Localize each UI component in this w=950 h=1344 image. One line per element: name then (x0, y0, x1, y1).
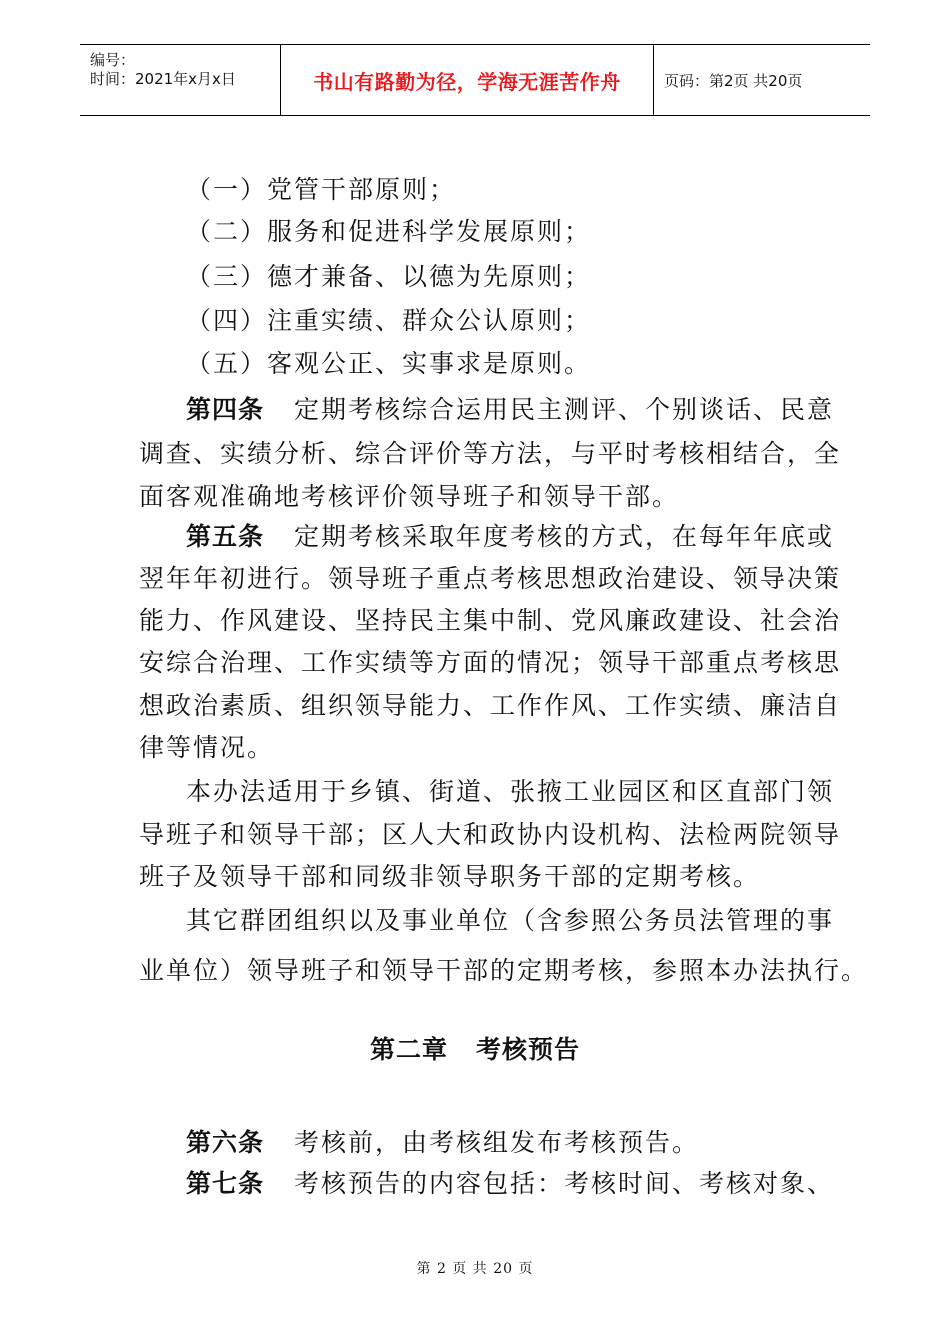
chapter-heading (0, 1030, 950, 1066)
article-4-line: 面客观准确地考核评价领导班子和领导干部。 (139, 482, 680, 511)
principle-item: （四）注重实绩、群众公认原则； (186, 306, 592, 335)
chapter-number: 第二章 (369, 1035, 448, 1064)
article-5-line: 能力、作风建设、坚持民主集中制、党风廉政建设、社会治 (139, 606, 842, 635)
article-6-line (186, 1123, 699, 1159)
principle-item: （一）党管干部原则； (186, 175, 457, 204)
article-4-line: 调查、实绩分析、综合评价等方法，与平时考核相结合，全 (139, 439, 842, 468)
chapter-title: 考核预告 (476, 1035, 581, 1064)
document-number-label: 编号： (90, 51, 136, 69)
article-4-text: 定期考核综合运用民主测评、个别谈话、民意 (294, 395, 835, 424)
header-page-info-cell (654, 45, 870, 115)
article-5-label: 第五条 (186, 522, 265, 551)
article-5-line: 翌年年初进行。领导班子重点考核思想政治建设、领导决策 (139, 564, 842, 593)
article-6-text: 考核前，由考核组发布考核预告。 (294, 1128, 700, 1157)
header-meta (80, 45, 281, 115)
article-7-label: 第七条 (186, 1169, 265, 1198)
article-7-text: 考核预告的内容包括：考核时间、考核对象、 (294, 1169, 835, 1198)
page-header (80, 44, 870, 116)
header-slogan-cell (281, 45, 654, 115)
principle-item: （五）客观公正、实事求是原则。 (186, 349, 592, 378)
header-page-info: 页码：第2页 共20页 (664, 71, 803, 90)
principle-item: （三）德才兼备、以德为先原则； (186, 262, 592, 291)
scope-paragraph-line: 本办法适用于乡镇、街道、张掖工业园区和区直部门领 (186, 777, 835, 806)
other-org-paragraph-line: 业单位）领导班子和领导干部的定期考核，参照本办法执行。 (139, 956, 869, 985)
article-5-first-line (186, 517, 834, 553)
page-footer: 第 2 页 共 20 页 (416, 1261, 534, 1277)
article-7-line (186, 1164, 834, 1200)
article-4-label: 第四条 (186, 395, 265, 424)
scope-paragraph-line: 班子及领导干部和同级非领导职务干部的定期考核。 (139, 862, 761, 891)
article-5-line: 律等情况。 (139, 733, 275, 762)
article-5-text: 定期考核采取年度考核的方式，在每年年底或 (294, 522, 835, 551)
document-time: 时间：2021年x月x日 (90, 70, 236, 88)
other-org-paragraph-line: 其它群团组织以及事业单位（含参照公务员法管理的事 (186, 906, 835, 935)
scope-paragraph-line: 导班子和领导干部；区人大和政协内设机构、法检两院领导 (139, 820, 842, 849)
article-5-line: 安综合治理、工作实绩等方面的情况；领导干部重点考核思 (139, 648, 842, 677)
article-6-label: 第六条 (186, 1128, 265, 1157)
header-slogan: 书山有路勤为径，学海无涯苦作舟 (313, 69, 621, 94)
principle-item: （二）服务和促进科学发展原则； (186, 217, 592, 246)
article-5-line: 想政治素质、组织领导能力、工作作风、工作实绩、廉洁自 (139, 691, 842, 720)
article-4-first-line (186, 390, 834, 426)
